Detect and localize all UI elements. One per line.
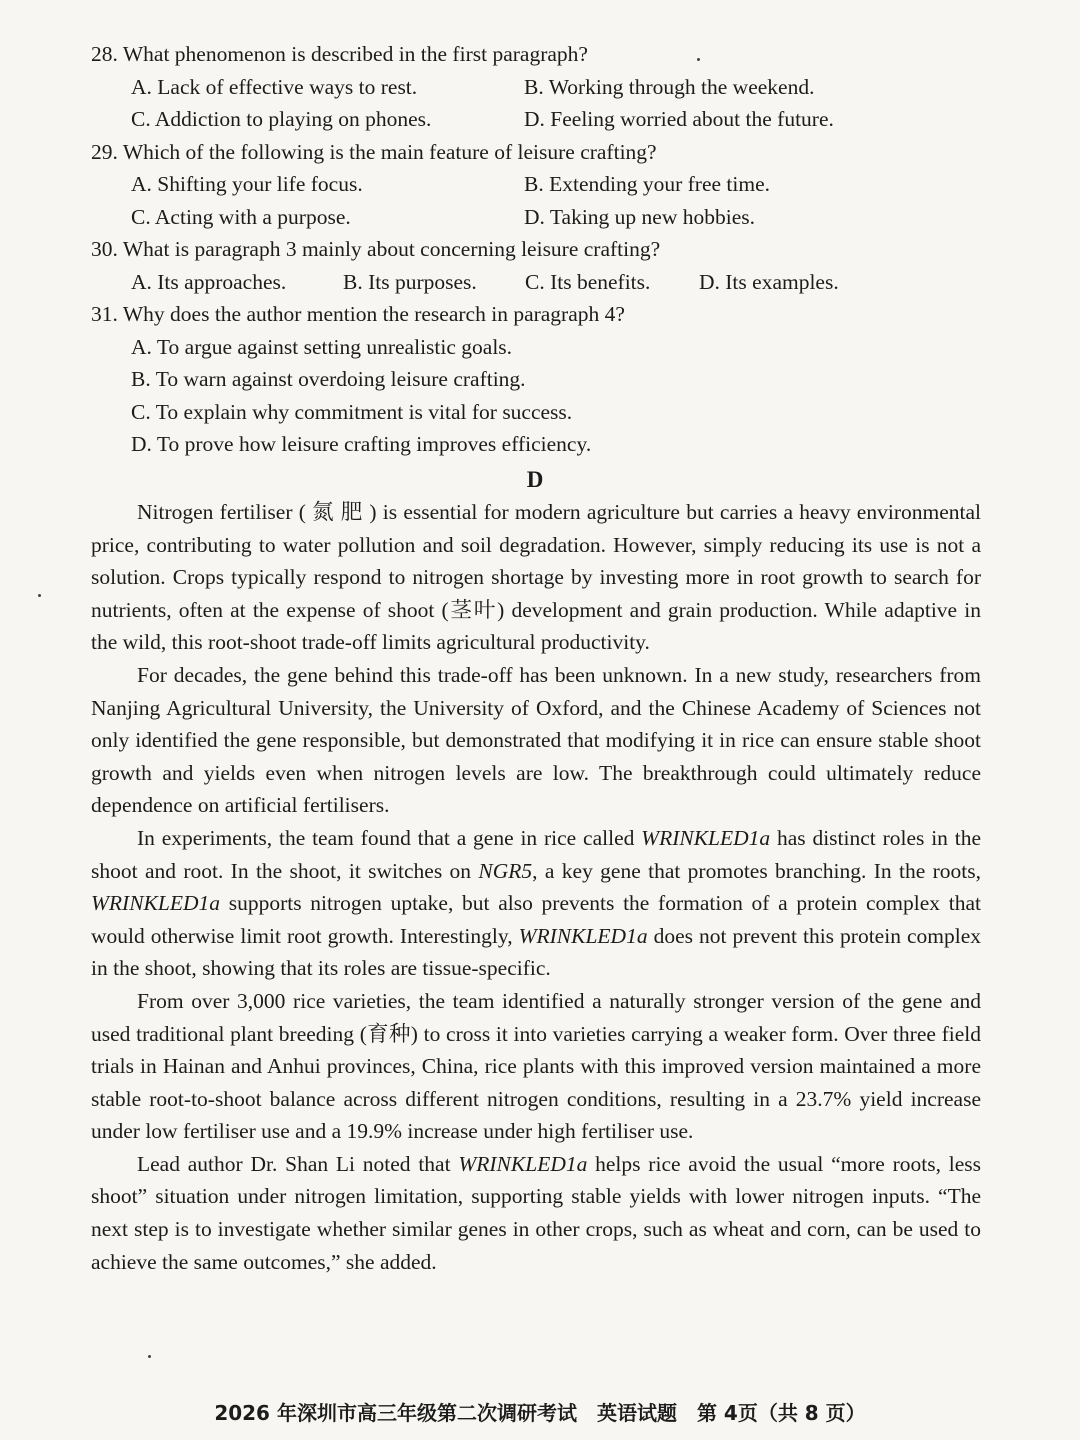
paragraph-text: For decades, the gene behind this trade-off has been unknown. In a new study, researchers from Nanjing Agricultural University, the University of Oxford, and the Chinese Academy of Sciences not only identified the gene responsible, but demonstrated that modifying it in rice can ensure stable shoot growth and yields even when nitrogen levels are low. The breakthrough could ultimately reduce dependence on artificial fertilisers. [91, 662, 981, 818]
scan-speck [148, 1355, 151, 1358]
question-stem: 30. What is paragraph 3 mainly about concerning leisure crafting? [91, 237, 661, 261]
scan-speck [38, 594, 41, 597]
answer-option-b: B. To warn against overdoing leisure crafting. [131, 367, 526, 391]
question-28 [91, 38, 991, 136]
question-30 [91, 233, 991, 298]
gene-name: WRINKLED1a [91, 891, 220, 916]
answer-options [91, 331, 991, 461]
answer-option-d: D. To prove how leisure crafting improves efficiency. [131, 432, 592, 456]
gene-name: NGR5 [478, 858, 533, 883]
paragraph-text: From over 3,000 rice varieties, the team identified a naturally stronger version of the gene and used traditional plant breeding (育种) to cross it into varieties carrying a weaker form. Over three field trials in Hainan and Anhui provinces, China, rice plants with this improved version maintained a more stable root-to-shoot balance across different nitrogen conditions, resulting in a 23.7% yield increase under low fertiliser use and a 19.9% increase under high fertiliser use. [91, 988, 981, 1144]
answer-option-b: B. Extending your free time. [524, 172, 770, 196]
paragraph-text: does not prevent this protein complex in the shoot, showing that its roles are tissue-specific. [91, 923, 981, 981]
answer-option-d: D. Its examples. [699, 269, 839, 294]
paragraph-text: Nitrogen fertiliser ( 氮 肥 ) is essential for modern agriculture but carries a heavy environmental price, contributing to water pollution and soil degradation. However, simply reducing its use is not a solution. Crops typically respond to nitrogen shortage by investing more in root growth to search for nutrients, often at the expense of shoot (茎叶) development and grain production. While adaptive in the wild, this root-shoot trade-off limits agricultural productivity. [91, 500, 981, 655]
answer-option-a: A. Shifting your life focus. [131, 172, 363, 196]
question-31 [91, 298, 991, 461]
answer-option-b: B. Working through the weekend. [524, 74, 815, 99]
gene-name: WRINKLED1a [458, 1151, 588, 1176]
scan-speck [697, 58, 700, 61]
answer-option-a: A. Lack of effective ways to rest. [131, 74, 418, 99]
paragraph-text: Lead author Dr. Shan Li noted that [137, 1151, 459, 1176]
paragraph-text: In experiments, the team found that a gene in rice called [137, 825, 642, 850]
answer-option-c: C. To explain why commitment is vital for success. [131, 399, 573, 424]
answer-option-b: B. Its purposes. [343, 269, 477, 294]
answer-option-a: A. Its approaches. [131, 269, 287, 294]
answer-options [91, 71, 991, 136]
answer-option-c: C. Addiction to playing on phones. [131, 107, 432, 131]
answer-option-c: C. Acting with a purpose. [131, 204, 351, 229]
answer-option-d: D. Feeling worried about the future. [524, 107, 834, 131]
paragraph-text: , a key gene that promotes branching. In the roots, [532, 858, 981, 883]
answer-option-c: C. Its benefits. [525, 269, 651, 294]
section-title: D [526, 467, 544, 492]
passage-paragraph [91, 822, 981, 985]
paragraph-text: helps rice avoid the usual “more roots, less shoot” situation under nitrogen limitation, supporting stable yields with lower nitrogen inputs. “The next step is to investigate whether similar genes in other crops, such as wheat and corn, can be used to achieve the same outcomes,” she added. [91, 1151, 981, 1274]
passage-paragraph [91, 659, 981, 822]
passage-paragraph [91, 985, 981, 1148]
gene-name: WRINKLED1a [518, 923, 648, 948]
reading-passage [91, 496, 981, 1278]
question-stem: 29. Which of the following is the main feature of leisure crafting? [91, 139, 657, 164]
question-stem: 31. Why does the author mention the research in paragraph 4? [91, 302, 625, 326]
gene-name: WRINKLED1a [641, 825, 771, 850]
answer-options [91, 168, 991, 233]
answer-options [91, 266, 991, 299]
passage-paragraph [91, 1148, 981, 1278]
page-footer: 2026 年深圳市高三年级第二次调研考试 英语试题 第 4页（共 8 页） [214, 1401, 866, 1425]
answer-option-a: A. To argue against setting unrealistic goals. [131, 334, 513, 359]
passage-paragraph [91, 496, 981, 659]
question-29 [91, 136, 991, 234]
answer-option-d: D. Taking up new hobbies. [524, 204, 755, 229]
question-list [91, 38, 991, 461]
question-stem: 28. What phenomenon is described in the first paragraph? [91, 42, 588, 66]
paragraph-text: supports nitrogen uptake, but also prevents the formation of a protein complex that would otherwise limit root growth. Interestingly, [91, 891, 981, 948]
paragraph-text: has distinct roles in the shoot and root. In the shoot, it switches on [91, 825, 981, 883]
